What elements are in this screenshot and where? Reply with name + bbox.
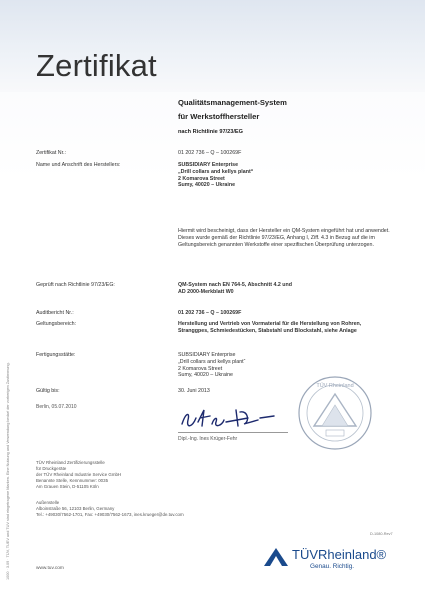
audit-label: Auditbericht Nr.: bbox=[36, 310, 74, 316]
site-line-2: „Drill collars and kellys plant“ bbox=[178, 358, 246, 365]
statement-row bbox=[36, 228, 396, 264]
tuv-logo bbox=[262, 546, 412, 586]
manufacturer-name: SUBSIDIARY Enterprise bbox=[178, 162, 239, 168]
cert-number-value: 01 202 736 – Q – 100269F bbox=[178, 150, 242, 156]
side-legal-text: 1000 · 3.09 · TÜV, TUEV und TUV sind eingetragene Marken. Eine Nutzung und Verwendung bedarf der vorherigen Zustimmung. bbox=[6, 362, 10, 580]
issuer-block bbox=[36, 460, 121, 490]
valid-value: 30. Juni 2013 bbox=[178, 388, 210, 394]
heading-line-1: Qualitätsmanagement-System bbox=[178, 98, 287, 107]
scope-row bbox=[36, 321, 396, 349]
signer-name: Dipl.-Ing. Ines Krüger-Fehr bbox=[178, 436, 238, 442]
scope-value: Herstellung und Vertrieb von Vormaterial für die Herstellung von Rohren, Stranggpes, Schmiedestücken, Stabstahl und Blockstahl, siehe Anlage bbox=[178, 321, 362, 334]
manufacturer-line-4: Sumy, 40020 – Ukraine bbox=[178, 182, 236, 189]
issuer-line-1: TÜV Rheinland Zertifizierungsstelle bbox=[36, 460, 105, 465]
logo-name: TÜVRheinland® bbox=[292, 547, 387, 562]
office-line-3: Tel.: +49030/7562-1701, Fax: +49030/7562-1673, ines.krueger@de.tuv.com bbox=[36, 512, 184, 517]
manufacturer-label: Name und Anschrift des Herstellers: bbox=[36, 162, 121, 168]
document-reference: D-1080-Rev7 bbox=[370, 532, 393, 536]
site-line-3: 2 Komarova Street bbox=[178, 365, 223, 372]
office-block bbox=[36, 500, 184, 518]
site-line-4: Sumy, 40020 – Ukraine bbox=[178, 372, 233, 379]
issuer-line-3: der TÜV Rheinland Industrie Service GmbH bbox=[36, 472, 122, 477]
valid-label: Gültig bis: bbox=[36, 388, 60, 394]
manufacturer-line-2: „Drill collars and kellys plant“ bbox=[178, 168, 254, 175]
logo-slogan: Genau. Richtig. bbox=[310, 563, 355, 570]
checked-label: Geprüft nach Richtlinie 97/23/EG: bbox=[36, 282, 115, 288]
office-line-1: Außenstelle bbox=[36, 500, 60, 505]
certification-statement: Hiermit wird bescheinigt, dass der Hersteller ein QM-System eingeführt hat und anwendet. Dieses wurde gemäß der Richtlinie 97/23/EG, Anhang I, Ziff. 4.3 in Bezug auf die im Geltungsbereich genannten Werkstoffe einer spezifischen Überprüfung unterzogen. bbox=[178, 228, 390, 248]
tuv-seal bbox=[296, 374, 374, 452]
checked-value bbox=[178, 282, 393, 296]
audit-value: 01 202 736 – Q – 100269F bbox=[178, 310, 242, 316]
scope-label: Geltungsbereich: bbox=[36, 321, 77, 327]
signature-line bbox=[178, 432, 288, 433]
heading-line-2: für Werkstoffhersteller bbox=[178, 112, 260, 121]
office-line-2: Alboinstraße 56, 12103 Berlin, Germany bbox=[36, 506, 115, 511]
checked-value-line-1: QM-System nach EN 764-5, Abschnitt 4.2 und bbox=[178, 282, 293, 288]
website-link[interactable]: www.tuv.com bbox=[36, 566, 64, 571]
site-line-1: SUBSIDIARY Enterprise bbox=[178, 352, 236, 358]
seal-text: TÜV Rheinland bbox=[316, 383, 354, 389]
handwritten-signature bbox=[178, 404, 288, 432]
side-legal-note bbox=[6, 140, 14, 580]
place-date: Berlin, 05.07.2010 bbox=[36, 404, 77, 410]
triangle-logo-icon bbox=[262, 546, 290, 568]
manufacturer-line-3: 2 Komarova Street bbox=[178, 175, 225, 182]
certificate-heading bbox=[178, 96, 398, 136]
issuer-line-5: Am Grauen Stein, D-51105 Köln bbox=[36, 484, 99, 489]
page-title: Zertifikat bbox=[36, 48, 157, 83]
issuer-line-2: für Druckgeräte bbox=[36, 466, 67, 471]
site-label: Fertigungsstätte: bbox=[36, 352, 76, 358]
manufacturer-row bbox=[36, 162, 396, 202]
cert-number-label: Zertifikat Nr.: bbox=[36, 150, 67, 156]
manufacturer-address bbox=[178, 162, 393, 189]
checked-value-line-2: AD 2000-Merkblatt W0 bbox=[178, 288, 234, 295]
heading-line-3: nach Richtlinie 97/23/EG bbox=[178, 129, 243, 135]
issuer-line-4: Benannte Stelle, Kennnummer: 0035 bbox=[36, 478, 109, 483]
